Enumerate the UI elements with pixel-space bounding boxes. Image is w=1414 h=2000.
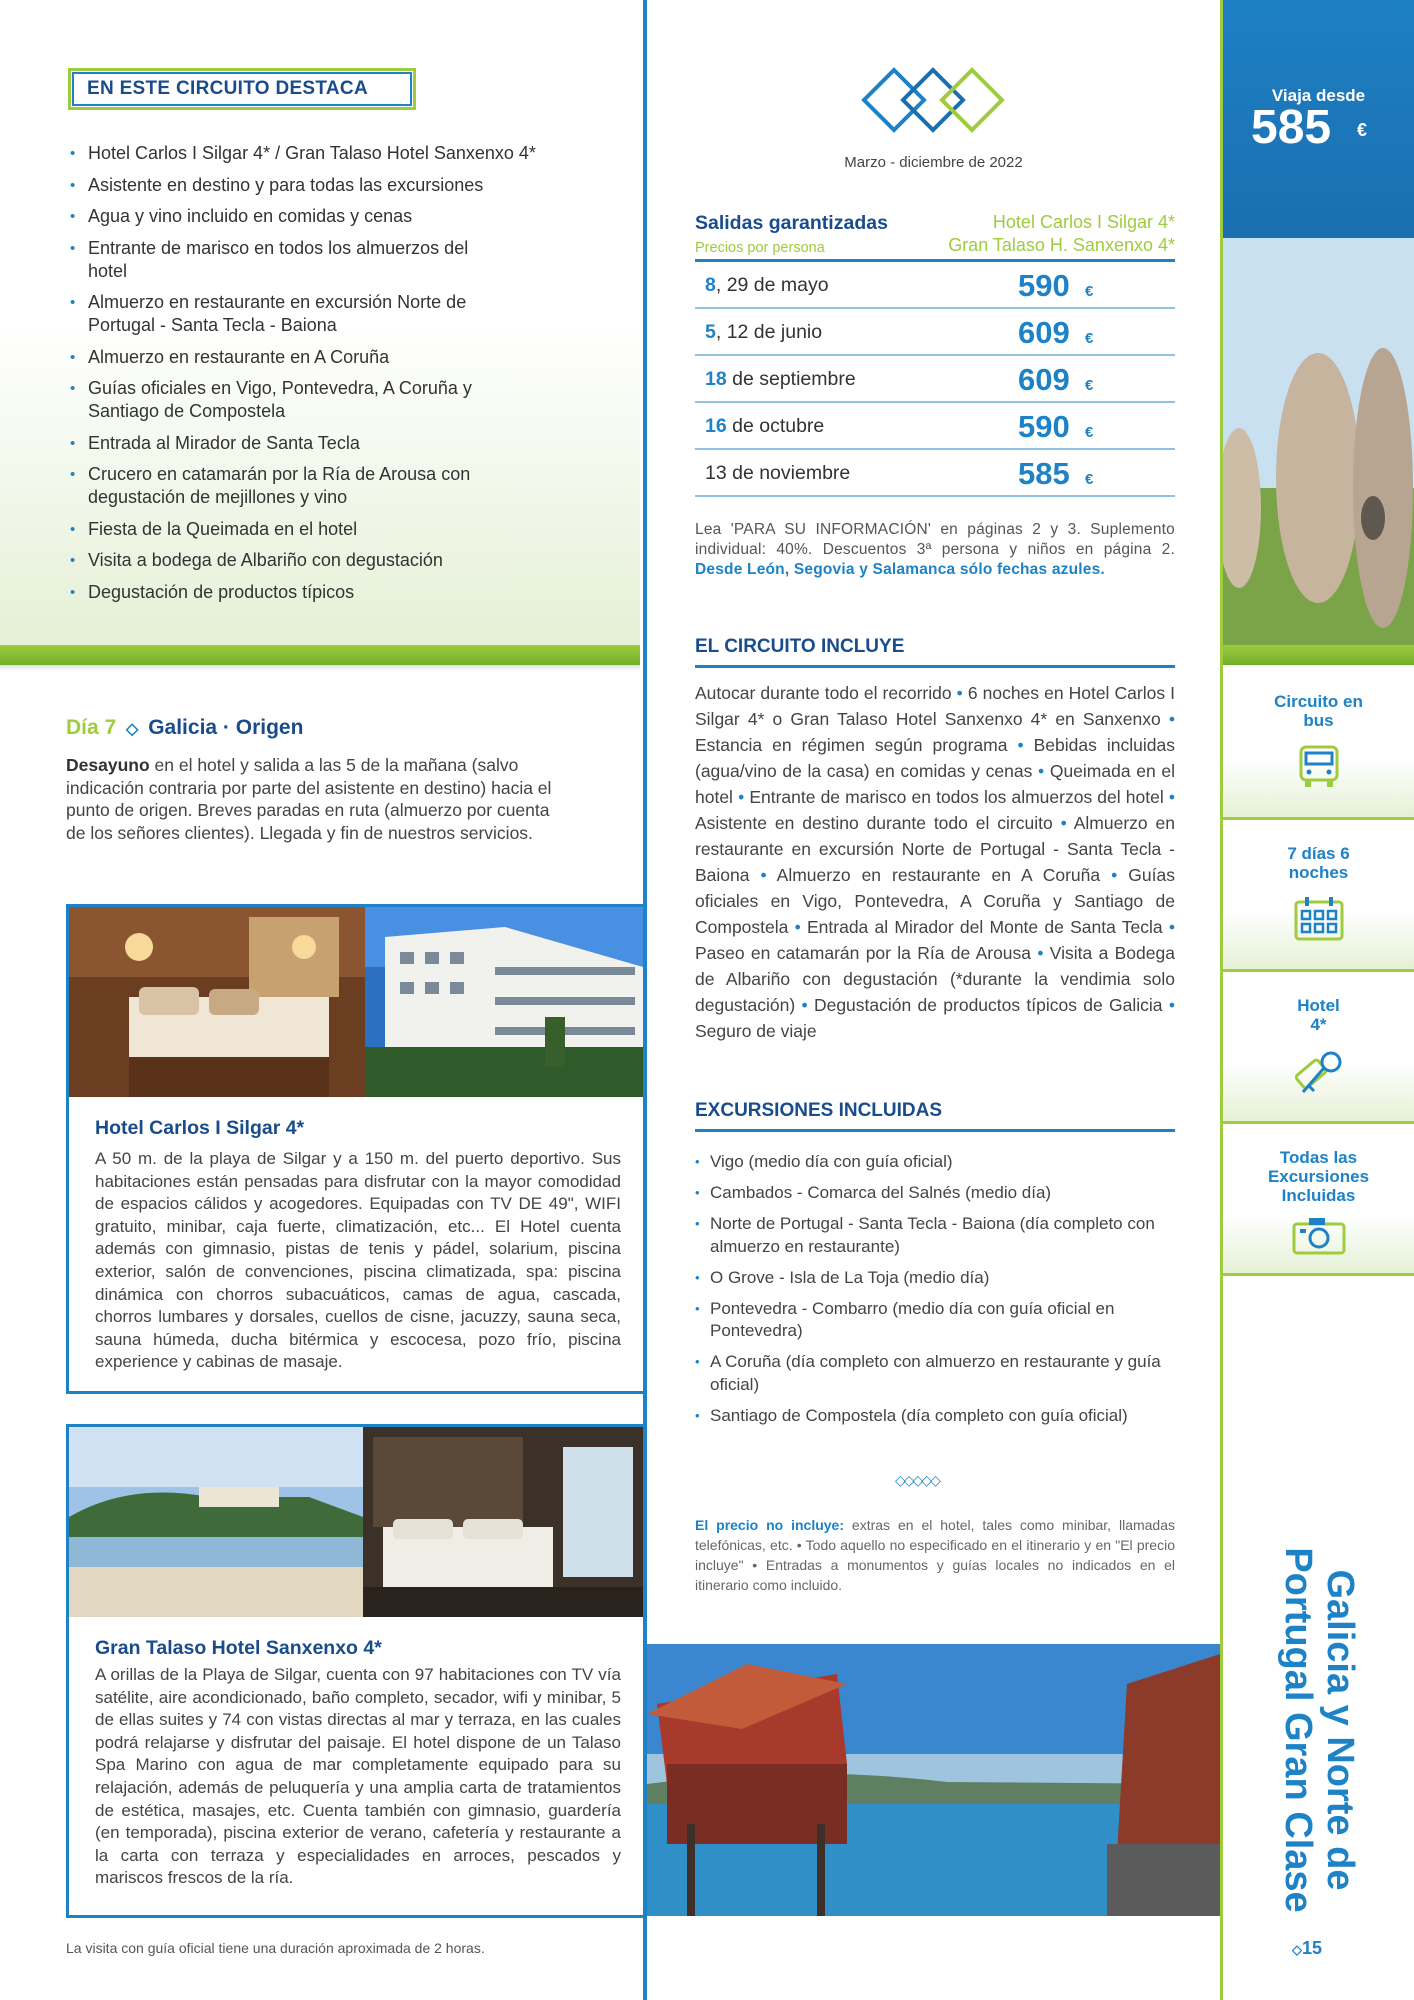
from-price-label: Viaja desde — [1271, 86, 1366, 105]
day-place: Galicia · Origen — [148, 716, 304, 739]
departure-date: 16 de octubre — [705, 415, 825, 437]
highlight-item: • Almuerzo en restaurante en excursión Norte de Portugal - Santa Tecla - Baiona — [70, 291, 520, 337]
highlight-item: • Hotel Carlos I Silgar 4* / Gran Talaso Hotel Sanxenxo 4* — [70, 142, 610, 165]
from-price-currency: € — [1357, 120, 1368, 140]
calendar-icon — [1293, 896, 1345, 947]
currency: € — [1085, 283, 1094, 300]
info-note-highlight: Desde León, Segovia y Salamanca sólo fechas azules. — [695, 561, 1105, 578]
highlights-list — [70, 142, 610, 612]
hotel-photos — [69, 907, 643, 1097]
price-value: 609 — [1018, 362, 1070, 397]
currency: € — [1085, 424, 1094, 441]
table-row — [695, 450, 1175, 497]
list-item: • O Grove - Isla de La Toja (medio día) — [695, 1267, 1175, 1290]
feature-excursions — [1223, 1128, 1414, 1276]
price-value: 590 — [1018, 268, 1070, 303]
footnote: La visita con guía oficial tiene una duración aproximada de 2 horas. — [66, 1940, 485, 1956]
highlight-item: • Asistente en destino y para todas las excursiones — [70, 174, 610, 197]
hotel-column-label: Hotel Carlos I Silgar 4* — [992, 212, 1175, 232]
price-value: 609 — [1018, 315, 1070, 350]
currency: € — [1085, 377, 1094, 394]
day-heading — [66, 716, 303, 740]
hotel-room-photo — [69, 907, 365, 1097]
beach-photo — [69, 1427, 363, 1617]
table-row — [695, 309, 1175, 356]
includes-heading: EL CIRCUITO INCLUYE — [695, 636, 1175, 668]
list-item: • Santiago de Compostela (día completo con guía oficial) — [695, 1405, 1175, 1428]
hotel-key-icon — [1291, 1046, 1347, 1103]
page-number: ◇15 — [1292, 1938, 1323, 1958]
season-dates: Marzo - diciembre de 2022 — [844, 154, 1023, 171]
highlight-item: • Entrada al Mirador de Santa Tecla — [70, 432, 610, 455]
feature-duration — [1223, 824, 1414, 972]
departure-date: 18 de septiembre — [705, 368, 856, 390]
departure-date: 8, 29 de mayo — [705, 274, 829, 296]
list-item: • Norte de Portugal - Santa Tecla - Baiona (día completo con almuerzo en restaurante) — [695, 1213, 1175, 1258]
currency: € — [1085, 471, 1094, 488]
day-text: en el hotel y salida a las 5 de la mañana (salvo indicación contraria por parte del asistente en destino) hacia el punto de origen. Breves paradas en ruta (almuerzo por cuenta de los señores clientes). Llegada y fin de nuestros servicios. — [66, 755, 552, 843]
hotel-photos — [69, 1427, 643, 1617]
hotel-description: A 50 m. de la playa de Silgar y a 150 m. del puerto deportivo. Sus habitaciones están pensadas para disfrutar con la mayor comodidad de espacios cálidos y acogedores. Equipadas con TV DE 49", WIFI gratuito, minibar, caja fuerte, climatización, etc... El Hotel cuenta además con gimnasio, pistas de tenis y pádel, solarium, piscina exterior, salón de convenciones, piscina climatizada, spa: piscina dinámica con chorros subacuáticos, camas de agua, cascada, chorros lumbares y dorsales, cuellos de cisne, jacuzzy, sauna seca, sauna húmeda, ducha bitérmica y escocesa, pozo frío, piscina experience y cabinas de masaje. — [95, 1149, 621, 1372]
feature-hotel — [1223, 976, 1414, 1124]
bus-icon — [1295, 744, 1343, 795]
highlight-item: • Entrante de marisco en todos los almuerzos del hotel — [70, 237, 470, 283]
coast-photo — [647, 1644, 1220, 1916]
price-table — [695, 259, 1175, 497]
green-divider-bar — [1223, 645, 1414, 665]
day-description — [66, 754, 571, 844]
green-divider-bar — [0, 645, 640, 665]
feature-label: Todas las Excursiones Incluidas — [1267, 1148, 1370, 1205]
feature-label: Hotel 4* — [1297, 996, 1340, 1034]
price-value: 590 — [1018, 409, 1070, 444]
price-excludes-note: El precio no incluye: extras en el hotel, tales como minibar, llamadas telefónicas, etc. • Todo aquello no especificado en el itinerario y en "El precio incluye" • Entradas a monumentos y guías locales no indicados en el itinerario como incluido. — [695, 1517, 1176, 1593]
highlight-item: • Degustación de productos típicos — [70, 581, 610, 604]
from-price-badge — [1223, 0, 1414, 238]
hotel-name: Gran Talaso Hotel Sanxenxo 4* — [95, 1637, 382, 1659]
highlight-item: • Guías oficiales en Vigo, Pontevedra, A Coruña y Santiago de Compostela — [70, 377, 520, 423]
currency: € — [1085, 330, 1094, 347]
diamond-separator-icon: ◇◇◇◇◇ — [895, 1472, 939, 1488]
camera-icon — [1291, 1216, 1347, 1261]
highlight-item: • Almuerzo en restaurante en A Coruña — [70, 346, 610, 369]
diamond-logo-icon — [858, 64, 1008, 136]
hotel-room-photo — [363, 1427, 643, 1617]
price-value: 585 — [1018, 456, 1070, 491]
table-row — [695, 262, 1175, 309]
hotel-card — [66, 1424, 643, 1918]
day-label: Día 7 — [66, 716, 117, 739]
highlight-item: • Visita a bodega de Albariño con degustación — [70, 549, 610, 572]
tour-title-text: Galicia y Norte de Portugal Gran Clase — [1277, 1547, 1361, 1913]
day-lead: Desayuno — [66, 755, 150, 775]
info-note: Lea 'PARA SU INFORMACIÓN' en páginas 2 y 3. Suplemento individual: 40%. Descuentos 3ª persona y niños en página 2. Desde León, Segovia y Salamanca sólo fechas azules. — [695, 521, 1175, 578]
excursions-heading: EXCURSIONES INCLUIDAS — [695, 1100, 1175, 1132]
highlight-item: • Crucero en catamarán por la Ría de Arousa con degustación de mejillones y vino — [70, 463, 520, 509]
departure-date: 5, 12 de junio — [705, 321, 823, 343]
standing-stones-photo — [1223, 238, 1414, 645]
highlights-title-box — [68, 68, 416, 110]
list-item: • Vigo (medio día con guía oficial) — [695, 1151, 1175, 1174]
tour-title — [1224, 1540, 1414, 1920]
diamond-icon: ◇ — [126, 721, 139, 738]
departures-title: Salidas garantizadas — [695, 212, 888, 234]
table-row — [695, 356, 1175, 403]
highlight-item: • Fiesta de la Queimada en el hotel — [70, 518, 610, 541]
includes-text: Autocar durante todo el recorrido • 6 noches en Hotel Carlos I Silgar 4* o Gran Talaso Hotel Sanxenxo 4* en Sanxenxo • Estancia en régimen según programa • Bebidas incluidas (agua/vino de la casa) en comidas y cenas • Queimada en el hotel • Entrante de marisco en todos los almuerzos del hotel • Asistente en destino durante todo el circuito • Almuerzo en restaurante en excursión Norte de Portugal - Santa Tecla - Baiona • Almuerzo en restaurante en A Coruña • Guías oficiales en Vigo, Pontevedra, A Coruña y Santiago de Compostela • Entrada al Mirador del Monte de Santa Tecla • Paseo en catamarán por la Ría de Arousa • Visita a Bodega de Albariño con degustación (*durante la vendimia solo degustación) • Degustación de productos típicos de Galicia • Seguro de viaje — [695, 683, 1175, 1041]
list-item: • Cambados - Comarca del Salnés (medio día) — [695, 1182, 1175, 1205]
hotel-description: A orillas de la Playa de Silgar, cuenta con 97 habitaciones con TV vía satélite, aire acondicionado, baño completo, secador, wifi y minibar, 5 de ellas suites y 74 con vistas directas al mar y terraza, en las cuales podrá relajarse y disfrutar del paisaje. El hotel dispone de un Talaso Spa Marino con agua de mar completamente equipado para su relajación, además de peluquería y una amplia carta de tratamientos de estética, masajes, etc. Cuenta también con gimnasio, guardería (en temporada), piscina exterior de verano, cafetería y restaurante a la carta con terraza y especialidades en arroces, pescados y mariscos frescos de la ría. — [95, 1665, 621, 1888]
price-per-person-label: Precios por persona — [695, 240, 825, 256]
hotel-card — [66, 904, 643, 1394]
table-row — [695, 403, 1175, 450]
feature-bus — [1223, 672, 1414, 820]
hotel-exterior-photo — [365, 907, 643, 1097]
feature-label: 7 días 6 noches — [1287, 844, 1350, 882]
highlights-title: EN ESTE CIRCUITO DESTACA — [87, 78, 368, 99]
list-item: • A Coruña (día completo con almuerzo en restaurante y guía oficial) — [695, 1351, 1175, 1396]
hotel-name: Hotel Carlos I Silgar 4* — [95, 1117, 305, 1139]
from-price-value: 585 — [1251, 101, 1332, 154]
departure-date: 13 de noviembre — [705, 462, 851, 484]
excursions-list — [695, 1151, 1175, 1436]
highlight-item: • Agua y vino incluido en comidas y cenas — [70, 205, 610, 228]
hotel-column-label: Gran Talaso H. Sanxenxo 4* — [948, 235, 1175, 255]
list-item: • Pontevedra - Combarro (medio día con guía oficial en Pontevedra) — [695, 1298, 1175, 1343]
feature-label: Circuito en bus — [1274, 692, 1363, 730]
